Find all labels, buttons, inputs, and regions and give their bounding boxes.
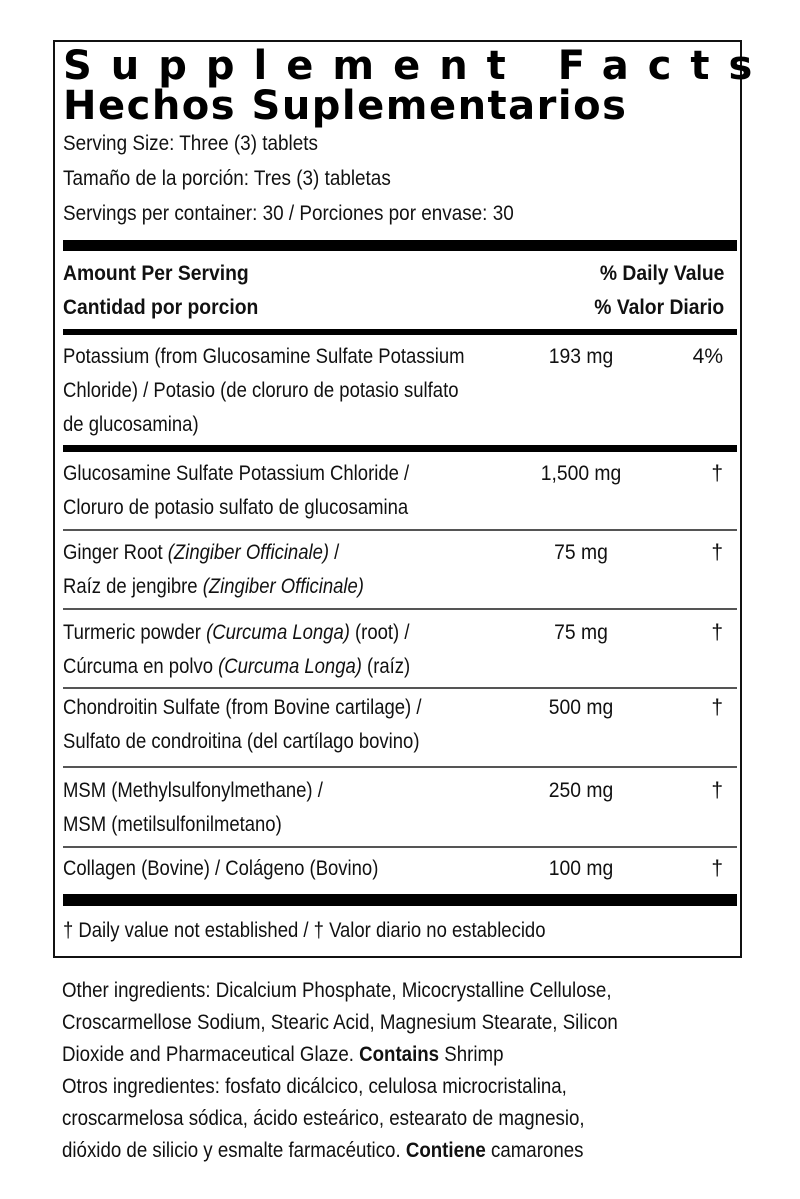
ingredient-name: Chondroitin Sulfate (from Bovine cartilage) / Sulfato de condroitina (del cartílago bovino)	[63, 696, 422, 753]
serving-size-spanish: Tamaño de la porción: Tres (3) tabletas	[63, 167, 391, 190]
row-divider	[63, 846, 737, 848]
ingredient-amount: 250 mg	[548, 779, 614, 802]
ingredient-name: MSM (Methylsulfonylmethane) / MSM (metilsulfonilmetano)	[63, 779, 323, 836]
thick-divider	[63, 240, 737, 251]
dagger-symbol: †	[711, 621, 723, 644]
dagger-symbol: †	[711, 462, 723, 485]
ingredient-name: Ginger Root (Zingiber Officinale) / Raíz de jengibre (Zingiber Officinale)	[63, 541, 364, 598]
dagger-symbol: †	[711, 541, 723, 564]
medium-divider	[63, 329, 737, 335]
ingredient-amount: 1,500 mg	[540, 462, 622, 485]
ingredient-amount: 500 mg	[548, 696, 614, 719]
ingredient-amount: 75 mg	[554, 541, 608, 564]
thick-divider	[63, 894, 737, 906]
dagger-symbol: †	[711, 857, 723, 880]
ingredient-name: Turmeric powder (Curcuma Longa) (root) / Cúrcuma en polvo (Curcuma Longa) (raíz)	[63, 621, 411, 678]
row-divider	[63, 687, 737, 689]
supplement-facts-panel	[53, 40, 772, 958]
header-amount-spanish: Cantidad por porcion	[63, 296, 259, 319]
nutrient-name: Potassium (from Glucosamine Sulfate Potassium Chloride) / Potasio (de cloruro de potasio sulfato de glucosamina)	[63, 345, 465, 436]
title-english: Supplement Facts	[63, 43, 772, 89]
footnote: † Daily value not established / † Valor diario no establecido	[63, 919, 546, 942]
thick-divider	[63, 445, 737, 452]
row-divider	[63, 766, 737, 768]
contiene-label: Contiene	[405, 1139, 486, 1162]
ingredient-amount: 100 mg	[548, 857, 614, 880]
ingredient-name: Collagen (Bovine) / Colágeno (Bovino)	[63, 857, 379, 880]
contains-label: Contains	[359, 1043, 440, 1066]
serving-size-english: Serving Size: Three (3) tablets	[63, 132, 318, 155]
nutrient-daily-value: 4%	[692, 345, 723, 368]
header-amount-english: Amount Per Serving	[63, 262, 249, 285]
dagger-symbol: †	[711, 779, 723, 802]
title-spanish: Hechos Suplementarios	[63, 83, 628, 129]
ingredient-name: Glucosamine Sulfate Potassium Chloride / Cloruro de potasio sulfato de glucosamina	[63, 462, 410, 519]
other-ingredients-english: Other ingredients: Dicalcium Phosphate, Micocrystalline Cellulose, Croscarmellose Sodium, Stearic Acid, Magnesium Stearate, Silicon Dioxide and Pharmaceutical Glaze. Contains Shrimp	[62, 979, 618, 1066]
servings-per-container: Servings per container: 30 / Porciones por envase: 30	[63, 202, 514, 225]
other-ingredients-spanish: Otros ingredientes: fosfato dicálcico, celulosa microcristalina, croscarmelosa sódica, ácido esteárico, estearato de magnesio, dióxido de silicio y esmalte farmacéutico. Contiene camarones	[62, 1075, 585, 1162]
dagger-symbol: †	[711, 696, 723, 719]
ingredient-amount: 75 mg	[554, 621, 608, 644]
row-divider	[63, 529, 737, 531]
header-dv-english: % Daily Value	[599, 262, 724, 285]
nutrient-amount: 193 mg	[548, 345, 614, 368]
header-dv-spanish: % Valor Diario	[594, 296, 724, 319]
row-divider	[63, 608, 737, 610]
